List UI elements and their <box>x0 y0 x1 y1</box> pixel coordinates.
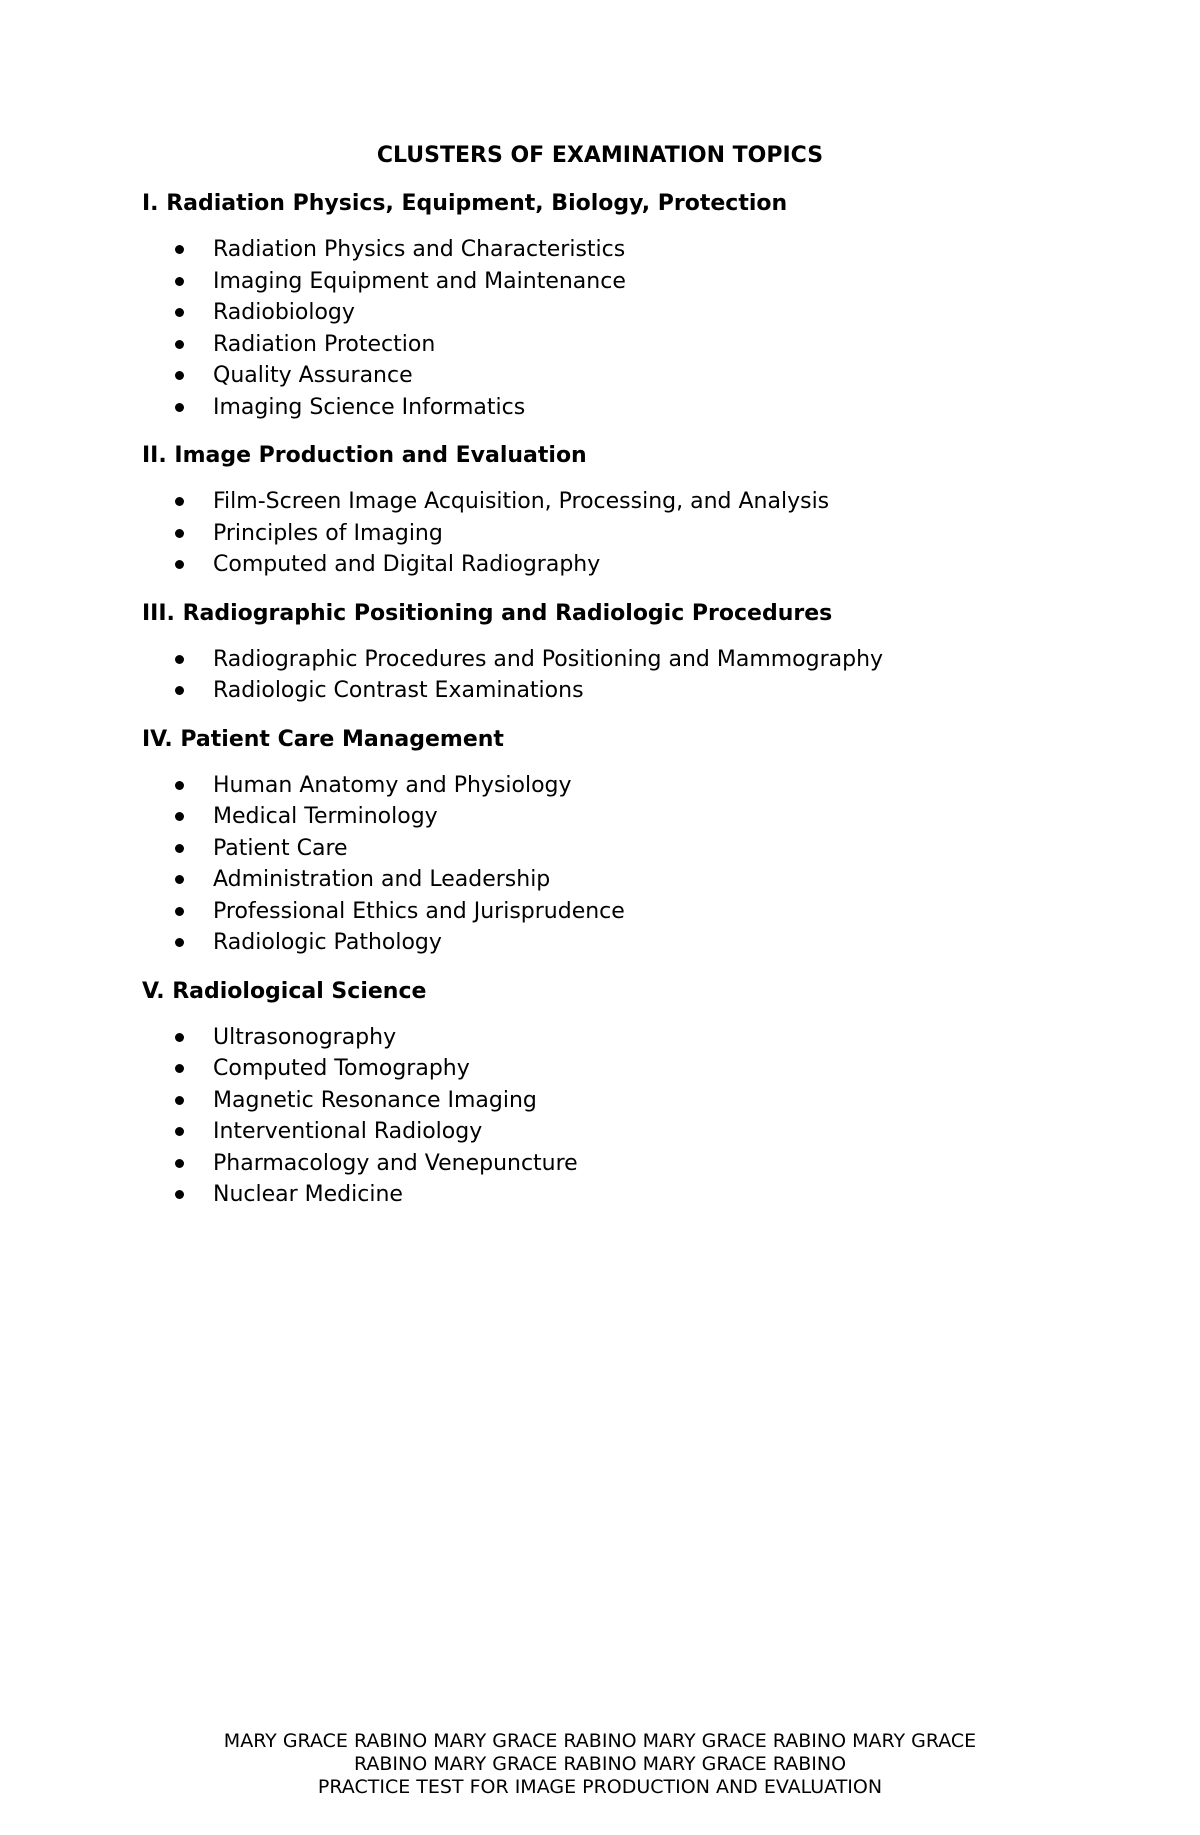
list-item <box>142 486 1142 518</box>
bullet-icon <box>175 812 184 821</box>
topic-label: Radiologic Pathology <box>213 930 442 955</box>
list-item <box>142 392 1142 424</box>
topic-label: Radiographic Procedures and Positioning and Mammography <box>213 646 884 672</box>
topic-clusters <box>142 190 1142 1230</box>
bullet-icon <box>175 844 184 853</box>
bullet-icon <box>175 1064 184 1073</box>
footer-watermark-line: MARY GRACE RABINO MARY GRACE RABINO MARY GRACE RABINO MARY GRACE <box>223 1730 977 1752</box>
list-item <box>142 549 1142 581</box>
bullet-icon <box>175 308 184 317</box>
topic-label: Interventional Radiology <box>213 1119 483 1144</box>
topic-label: Nuclear Medicine <box>213 1182 403 1207</box>
section-heading: V. Radiological Science <box>142 978 427 1004</box>
topic-label: Administration and Leadership <box>213 867 551 892</box>
topic-list <box>142 770 1142 959</box>
topic-label: Patient Care <box>213 835 348 861</box>
topic-label: Radiation Protection <box>213 331 436 357</box>
list-item <box>142 234 1142 266</box>
list-item <box>142 675 1142 707</box>
bullet-icon <box>175 907 184 916</box>
topic-list <box>142 486 1142 581</box>
section-radiation-physics <box>142 190 1142 423</box>
topic-label: Imaging Equipment and Maintenance <box>213 268 626 294</box>
footer-watermark-line: RABINO MARY GRACE RABINO MARY GRACE RABINO <box>353 1753 847 1775</box>
topic-label: Computed Tomography <box>213 1056 470 1081</box>
topic-label: Magnetic Resonance Imaging <box>213 1087 537 1113</box>
section-heading: II. Image Production and Evaluation <box>142 443 587 468</box>
list-item <box>142 1116 1142 1148</box>
bullet-icon <box>175 1033 184 1042</box>
topic-list <box>142 644 1142 707</box>
list-item <box>142 1053 1142 1085</box>
list-item <box>142 360 1142 392</box>
list-item <box>142 801 1142 833</box>
list-item <box>142 1179 1142 1211</box>
list-item <box>142 864 1142 896</box>
page-footer <box>0 1730 1200 1799</box>
bullet-icon <box>175 497 184 506</box>
section-heading: I. Radiation Physics, Equipment, Biology, Protection <box>142 191 788 216</box>
list-item <box>142 518 1142 550</box>
list-item <box>142 1022 1142 1054</box>
list-item <box>142 644 1142 676</box>
list-item <box>142 1148 1142 1180</box>
section-patient-care <box>142 726 1142 959</box>
list-item <box>142 927 1142 959</box>
list-item <box>142 770 1142 802</box>
bullet-icon <box>175 1159 184 1168</box>
bullet-icon <box>175 938 184 947</box>
topic-label: Medical Terminology <box>213 804 438 829</box>
bullet-icon <box>175 371 184 380</box>
bullet-icon <box>175 245 184 254</box>
bullet-icon <box>175 781 184 790</box>
section-image-production <box>142 442 1142 581</box>
topic-label: Radiologic Contrast Examinations <box>213 678 584 703</box>
bullet-icon <box>175 340 184 349</box>
topic-label: Radiobiology <box>213 300 355 325</box>
topic-label: Film-Screen Image Acquisition, Processing, and Analysis <box>213 489 830 514</box>
list-item <box>142 266 1142 298</box>
page-title: CLUSTERS OF EXAMINATION TOPICS <box>376 143 824 168</box>
bullet-icon <box>175 686 184 695</box>
list-item <box>142 1085 1142 1117</box>
section-radiographic-positioning <box>142 600 1142 707</box>
topic-label: Imaging Science Informatics <box>213 394 526 420</box>
list-item <box>142 297 1142 329</box>
topic-label: Computed and Digital Radiography <box>213 552 601 577</box>
topic-label: Pharmacology and Venepuncture <box>213 1150 578 1176</box>
bullet-icon <box>175 560 184 569</box>
topic-label: Human Anatomy and Physiology <box>213 772 572 798</box>
topic-label: Principles of Imaging <box>213 520 443 546</box>
bullet-icon <box>175 1096 184 1105</box>
bullet-icon <box>175 875 184 884</box>
bullet-icon <box>175 1127 184 1136</box>
topic-list <box>142 234 1142 423</box>
topic-list <box>142 1022 1142 1211</box>
topic-label: Professional Ethics and Jurisprudence <box>213 898 625 924</box>
topic-label: Ultrasonography <box>213 1024 397 1050</box>
list-item <box>142 329 1142 361</box>
bullet-icon <box>175 529 184 538</box>
bullet-icon <box>175 655 184 664</box>
footer-document-title: PRACTICE TEST FOR IMAGE PRODUCTION AND EVALUATION <box>317 1776 883 1798</box>
bullet-icon <box>175 403 184 412</box>
topic-label: Quality Assurance <box>213 363 413 388</box>
topic-label: Radiation Physics and Characteristics <box>213 237 626 262</box>
list-item <box>142 833 1142 865</box>
section-heading: III. Radiographic Positioning and Radiologic Procedures <box>142 600 833 626</box>
bullet-icon <box>175 1190 184 1199</box>
bullet-icon <box>175 277 184 286</box>
section-heading: IV. Patient Care Management <box>142 726 504 752</box>
section-radiological-science <box>142 978 1142 1211</box>
list-item <box>142 896 1142 928</box>
